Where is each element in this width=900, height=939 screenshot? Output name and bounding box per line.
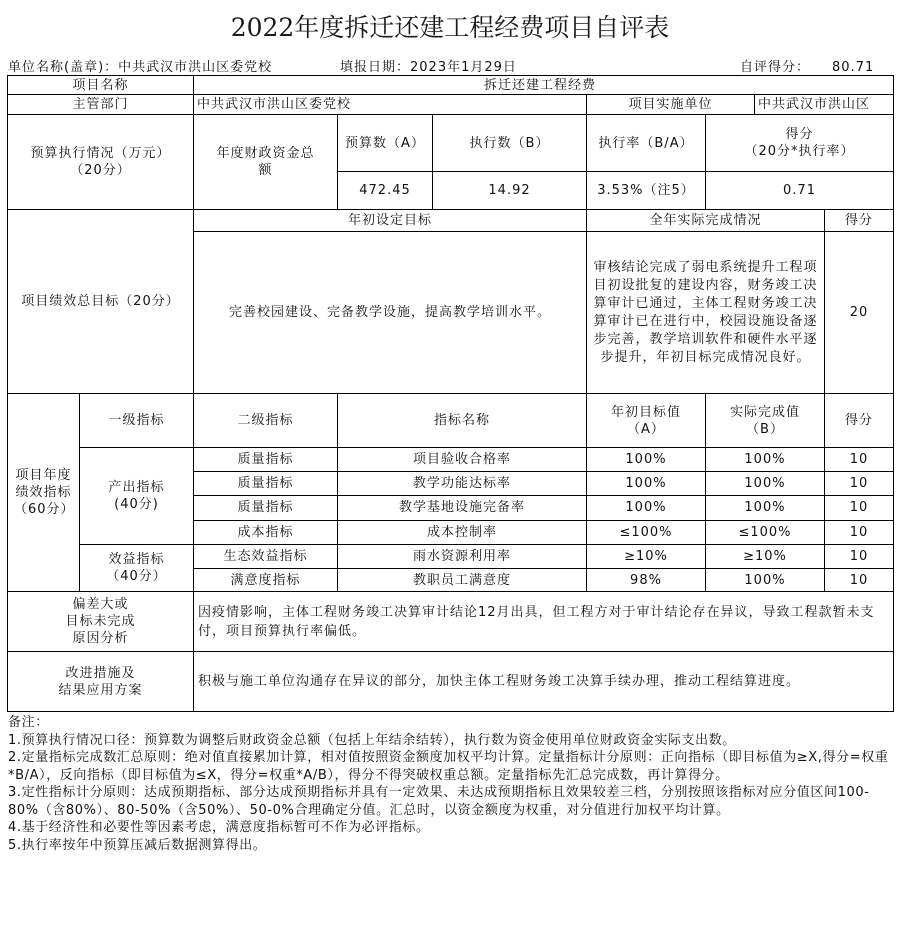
unit-name-label: 单位名称(盖章)：: [8, 60, 119, 75]
notes-section: [8, 714, 893, 854]
goal-score-value: 20: [824, 231, 894, 394]
indicator-actual: ≤100%: [705, 520, 825, 545]
note-item-1: 1.预算执行情况口径：预算数为调整后财政资金总额（包括上年结余结转），执行数为资金使用单位财政资金实际支出数。: [8, 732, 736, 748]
self-score-label: 自评得分：: [740, 60, 811, 75]
indicator-score: 10: [824, 471, 894, 496]
report-date-label: 填报日期：: [340, 60, 411, 75]
impl-unit-value: 中共武汉市洪山区: [754, 94, 894, 115]
level1-header: 一级指标: [79, 393, 194, 448]
indicator-target: 100%: [586, 495, 706, 520]
note-item-3: 3.定性指标计分原则：达成预期指标、部分达成预期指标并具有一定效果、未达成预期指标且效果较差三档，分别按照该指标对应分值区间100-80%（含80%）、80-50%（含50%）、50-0%合理确定分值。汇总时，以资金额度为权重，对分值进行加权平均计算。: [8, 785, 870, 818]
budget-a-value: 472.45: [337, 171, 433, 210]
indicator-score: 10: [824, 568, 894, 593]
indicator-level2: 质量指标: [193, 447, 338, 472]
target-value-header: 年初目标值 （A）: [586, 393, 706, 448]
benefit-indicator-group: 效益指标 （40分）: [79, 544, 194, 592]
unit-name-field: [8, 56, 272, 75]
goal-actual-text: 审核结论完成了弱电系统提升工程项目初设批复的建设内容，财务竣工决算审计已通过，主体工程财务竣工决算审计已在进行中，校园设施设备逐步完善，教学培训软件和硬件水平逐步提升，年初目标完成情况良好。: [586, 231, 825, 394]
self-score-value: 80.71: [832, 60, 875, 75]
budget-section-label: 预算执行情况（万元） （20分）: [7, 114, 194, 210]
actual-value-header: 实际完成值 （B）: [705, 393, 825, 448]
indicator-target: 100%: [586, 447, 706, 472]
exec-rate-value: 3.53%（注5）: [586, 171, 706, 210]
indicator-score: 10: [824, 495, 894, 520]
dept-label: 主管部门: [7, 94, 194, 115]
self-score-field: [740, 56, 874, 75]
goal-target-text: 完善校园建设、完备教学设施，提高教学培训水平。: [193, 231, 587, 394]
project-name-value: 拆迁还建工程经费: [193, 75, 894, 95]
indicator-name: 教学功能达标率: [337, 471, 587, 496]
indicators-section-label: 项目年度绩效指标（60分）: [7, 393, 80, 592]
indicator-level2: 质量指标: [193, 495, 338, 520]
budget-score-header: 得分 （20分*执行率）: [705, 114, 894, 172]
indicator-name: 教学基地设施完备率: [337, 495, 587, 520]
indicator-name: 项目验收合格率: [337, 447, 587, 472]
note-item-4: 4.基于经济性和必要性等因素考虑，满意度指标暂可不作为必评指标。: [8, 820, 430, 835]
budget-a-header: 预算数（A）: [337, 114, 433, 172]
improvement-text: 积极与施工单位沟通存在异议的部分，加快主体工程财务竣工决算手续办理，推动工程结算进度。: [193, 651, 894, 712]
goal-actual-header: 全年实际完成情况: [586, 209, 825, 232]
indicator-target: ≥10%: [586, 544, 706, 569]
indicator-name: 成本控制率: [337, 520, 587, 545]
executed-b-header: 执行数（B）: [432, 114, 587, 172]
indicator-actual: 100%: [705, 471, 825, 496]
indicator-target: 98%: [586, 568, 706, 593]
page-title: 2022年度拆迁还建工程经费项目自评表: [230, 13, 670, 42]
indicator-level2: 质量指标: [193, 471, 338, 496]
deviation-label: 偏差大或 目标未完成 原因分析: [7, 591, 194, 652]
indicator-level2: 生态效益指标: [193, 544, 338, 569]
note-item-5: 5.执行率按年中预算压减后数据测算得出。: [8, 837, 267, 853]
indicator-score: 10: [824, 544, 894, 569]
report-date-field: [340, 56, 517, 75]
project-name-label: 项目名称: [7, 75, 194, 95]
indicator-target: 100%: [586, 471, 706, 496]
unit-name-value: 中共武汉市洪山区委党校: [118, 60, 273, 75]
indicator-name: 教职员工满意度: [337, 568, 587, 593]
exec-rate-header: 执行率（B/A）: [586, 114, 706, 172]
indicator-actual: ≥10%: [705, 544, 825, 569]
notes-heading: 备注：: [8, 715, 49, 730]
level2-header: 二级指标: [193, 393, 338, 448]
indicator-actual: 100%: [705, 568, 825, 593]
budget-score-value: 0.71: [705, 171, 894, 210]
fund-total-label: 年度财政资金总额: [193, 114, 338, 210]
indicator-score: 10: [824, 520, 894, 545]
indicator-actual: 100%: [705, 447, 825, 472]
output-indicator-group: 产出指标 (40分): [79, 447, 194, 545]
dept-value: 中共武汉市洪山区委党校: [193, 94, 587, 115]
indicator-score-header: 得分: [824, 393, 894, 448]
indicator-name-header: 指标名称: [337, 393, 587, 448]
indicator-level2: 满意度指标: [193, 568, 338, 593]
note-item-2: 2.定量指标完成数汇总原则：绝对值直接累加计算，相对值按照资金额度加权平均计算。定量指标计分原则：正向指标（即目标值为≥X,得分=权重*B/A），反向指标（即目标值为≤X，得分=权重*A/B），得分不得突破权重总额。定量指标先汇总完成数，再计算得分。: [8, 750, 889, 783]
indicator-name: 雨水资源利用率: [337, 544, 587, 569]
indicator-level2: 成本指标: [193, 520, 338, 545]
indicator-score: 10: [824, 447, 894, 472]
improvement-label: 改进措施及 结果应用方案: [7, 651, 194, 712]
goal-section-label: 项目绩效总目标（20分）: [7, 209, 194, 394]
executed-b-value: 14.92: [432, 171, 587, 210]
report-date-value: 2023年1月29日: [410, 60, 517, 75]
goal-target-header: 年初设定目标: [193, 209, 587, 232]
goal-score-header: 得分: [824, 209, 894, 232]
indicator-actual: 100%: [705, 495, 825, 520]
indicator-target: ≤100%: [586, 520, 706, 545]
impl-unit-label: 项目实施单位: [586, 94, 755, 115]
deviation-text: 因疫情影响，主体工程财务竣工决算审计结论12月出具，但工程方对于审计结论存在异议，导致工程款暂未支付，项目预算执行率偏低。: [193, 591, 894, 652]
